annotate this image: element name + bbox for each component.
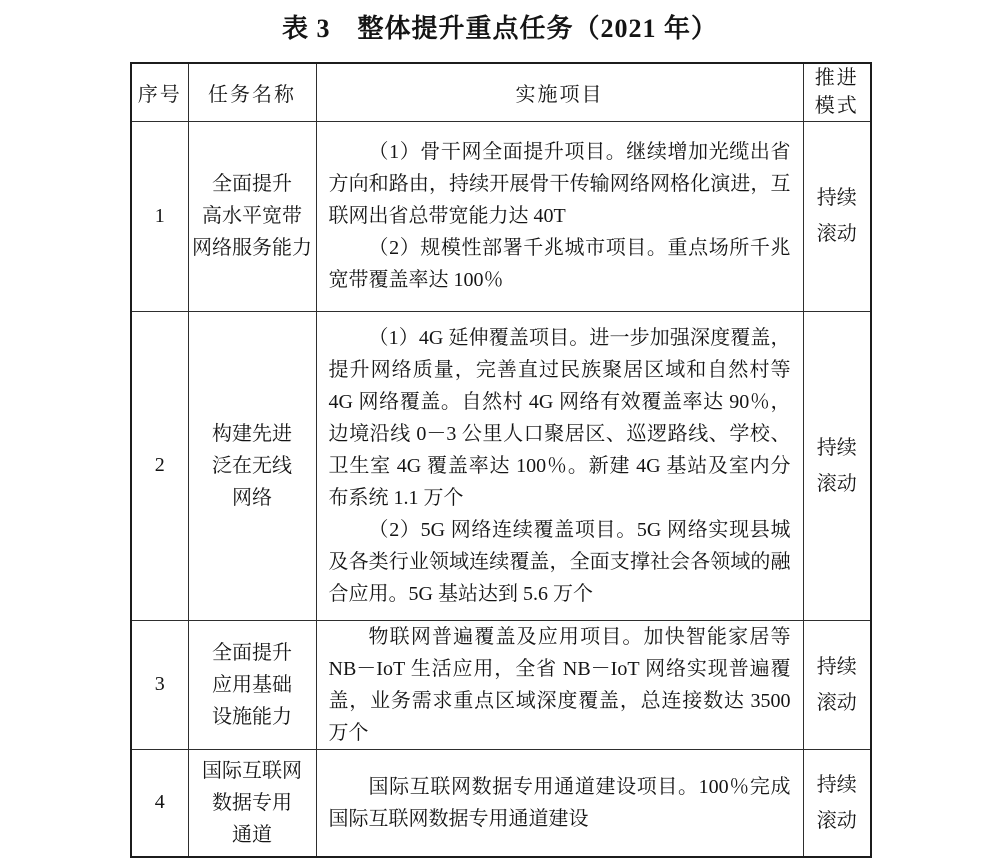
project-paragraph: 物联网普遍覆盖及应用项目。加快智能家居等 NB－IoT 生活应用，全省 NB－IoT 网络实现普遍覆盖，业务需求重点区域深度覆盖，总连接数达 3500 万个: [328, 625, 791, 744]
table-row: [131, 121, 871, 311]
row-index: 4: [131, 749, 188, 857]
mode-line: 持续: [816, 436, 857, 459]
column-header-mode-line2: 模式: [814, 95, 859, 118]
column-header-mode: [803, 63, 871, 121]
task-name-line: 设施能力: [212, 705, 292, 728]
task-name-line: 应用基础: [212, 673, 292, 696]
project-paragraph: 国际互联网数据专用通道建设项目。100％完成国际互联网数据专用通道建设: [328, 775, 791, 830]
task-name-line: 通道: [232, 823, 272, 846]
table-title: 表 3 整体提升重点任务（2021 年）: [281, 14, 718, 43]
mode-cell: [803, 620, 871, 749]
table-row: [131, 311, 871, 620]
mode-cell: [803, 311, 871, 620]
row-index: 1: [131, 121, 188, 311]
projects-cell: [316, 311, 803, 620]
table-header-row: [131, 63, 871, 121]
projects-cell: [316, 749, 803, 857]
mode-line: 持续: [816, 187, 857, 209]
table-row: [131, 620, 871, 749]
row-index: 2: [131, 311, 188, 620]
task-name-line: 构建先进: [212, 422, 292, 445]
mode-line: 滚动: [816, 472, 857, 495]
mode-cell: [803, 749, 871, 857]
task-name-cell: [188, 620, 316, 749]
column-header-projects: 实施项目: [316, 63, 803, 121]
mode-line: 滚动: [816, 809, 857, 832]
task-name-line: 泛在无线: [212, 454, 292, 477]
key-tasks-table: [130, 62, 872, 858]
mode-cell: [803, 121, 871, 311]
task-name-cell: [188, 749, 316, 857]
projects-cell: [316, 620, 803, 749]
task-name-line: 数据专用: [212, 791, 292, 814]
table-row: [131, 749, 871, 857]
project-paragraph: （1）骨干网全面提升项目。继续增加光缆出省方向和路由，持续开展骨干传输网络网格化演进，互联网出省总带宽能力达 40T: [328, 141, 791, 227]
project-paragraph: （1）4G 延伸覆盖项目。进一步加强深度覆盖，提升网络质量，完善直过民族聚居区域和自然村等 4G 网络覆盖。自然村 4G 网络有效覆盖率达 90％，边境沿线 0－3 公里人口聚居区、巡逻路线、学校、卫生室 4G 覆盖率达 100％。新建 4G 基站及室内分布系统 1.1 万个: [328, 326, 791, 509]
mode-line: 滚动: [816, 691, 857, 714]
mode-line: 持续: [816, 655, 857, 678]
task-name-cell: [188, 311, 316, 620]
task-name-line: 全面提升: [212, 173, 292, 195]
row-index: 3: [131, 620, 188, 749]
project-paragraph: （2）5G 网络连续覆盖项目。5G 网络实现县城及各类行业领域连续覆盖，全面支撑社会各领域的融合应用。5G 基站达到 5.6 万个: [328, 518, 791, 605]
mode-line: 持续: [816, 773, 857, 796]
task-name-line: 全面提升: [212, 641, 292, 664]
task-name-line: 网络: [232, 486, 272, 509]
column-header-task-name: 任务名称: [188, 63, 316, 121]
column-header-index: 序号: [131, 63, 188, 121]
task-name-line: 网络服务能力: [192, 237, 312, 259]
task-name-line: 国际互联网: [202, 759, 302, 782]
projects-cell: [316, 121, 803, 311]
column-header-mode-line1: 推进: [814, 67, 859, 90]
task-name-cell: [188, 121, 316, 311]
project-paragraph: （2）规模性部署千兆城市项目。重点场所千兆宽带覆盖率达 100％: [328, 237, 791, 291]
task-name-line: 高水平宽带: [202, 205, 302, 227]
mode-line: 滚动: [816, 223, 857, 245]
